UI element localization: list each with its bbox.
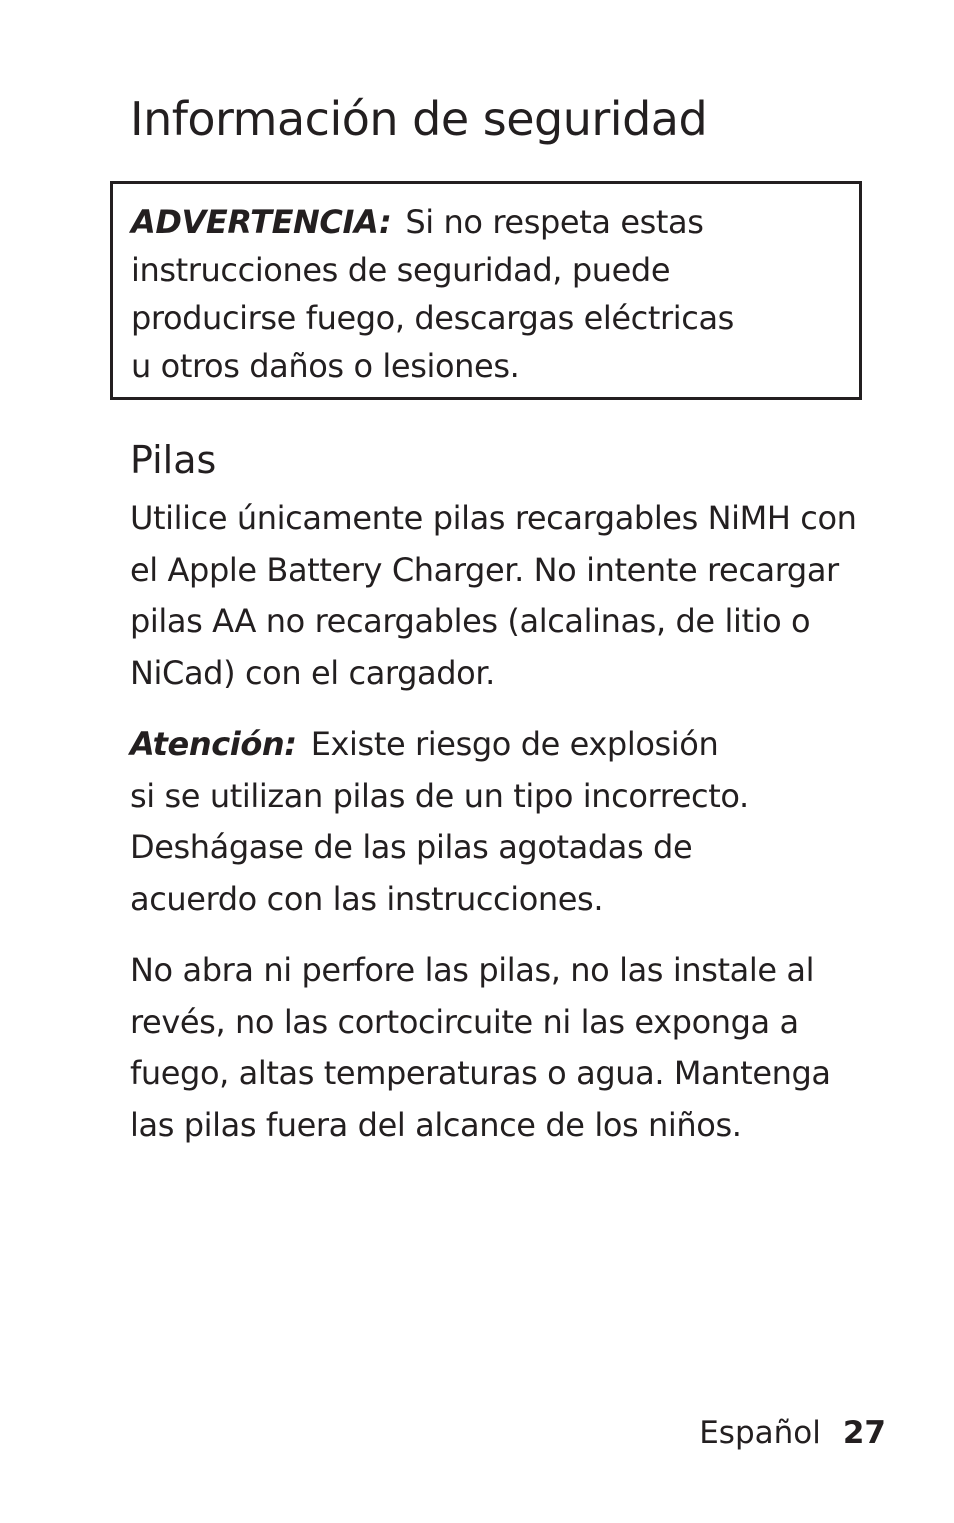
- footer-language: Español: [699, 1415, 821, 1451]
- paragraph-line: las pilas fuera del alcance de los niños.: [130, 1105, 742, 1144]
- page-footer: [699, 1412, 886, 1454]
- warning-line: u otros daños o lesiones.: [131, 347, 520, 385]
- paragraph-battery-usage: [130, 493, 857, 699]
- warning-box: [110, 181, 862, 400]
- page-number: 27: [842, 1415, 886, 1451]
- caution-line: [130, 719, 749, 771]
- paragraph-line: pilas AA no recargables (alcalinas, de litio o: [130, 602, 811, 640]
- paragraph-line: Deshágase de las pilas agotadas de: [130, 828, 693, 866]
- caution-text: Existe riesgo de explosión: [310, 725, 719, 763]
- page-title: Información de seguridad: [130, 92, 708, 146]
- caution-label: Atención:: [130, 725, 297, 763]
- paragraph-line: Utilice únicamente pilas recargables NiMH con: [130, 499, 857, 537]
- paragraph-line: NiCad) con el cargador.: [130, 653, 495, 692]
- paragraph-line: revés, no las cortocircuite ni las exponga a: [130, 1002, 799, 1041]
- warning-line: [131, 198, 841, 246]
- paragraph-line: No abra ni perfore las pilas, no las instale al: [130, 951, 815, 989]
- paragraph-line: fuego, altas temperaturas o agua. Mantenga: [130, 1054, 831, 1092]
- paragraph-line: acuerdo con las instrucciones.: [130, 879, 604, 918]
- warning-line: instrucciones de seguridad, puede: [131, 251, 671, 289]
- section-heading-pilas: Pilas: [130, 438, 217, 482]
- paragraph-line: el Apple Battery Charger. No intente recargar: [130, 550, 839, 589]
- warning-text: Si no respeta estas: [405, 203, 704, 241]
- warning-label: ADVERTENCIA:: [131, 203, 392, 241]
- warning-line: producirse fuego, descargas eléctricas: [131, 299, 734, 337]
- paragraph-caution: [130, 719, 749, 925]
- paragraph-handling: [130, 945, 831, 1151]
- paragraph-line: si se utilizan pilas de un tipo incorrecto.: [130, 776, 749, 815]
